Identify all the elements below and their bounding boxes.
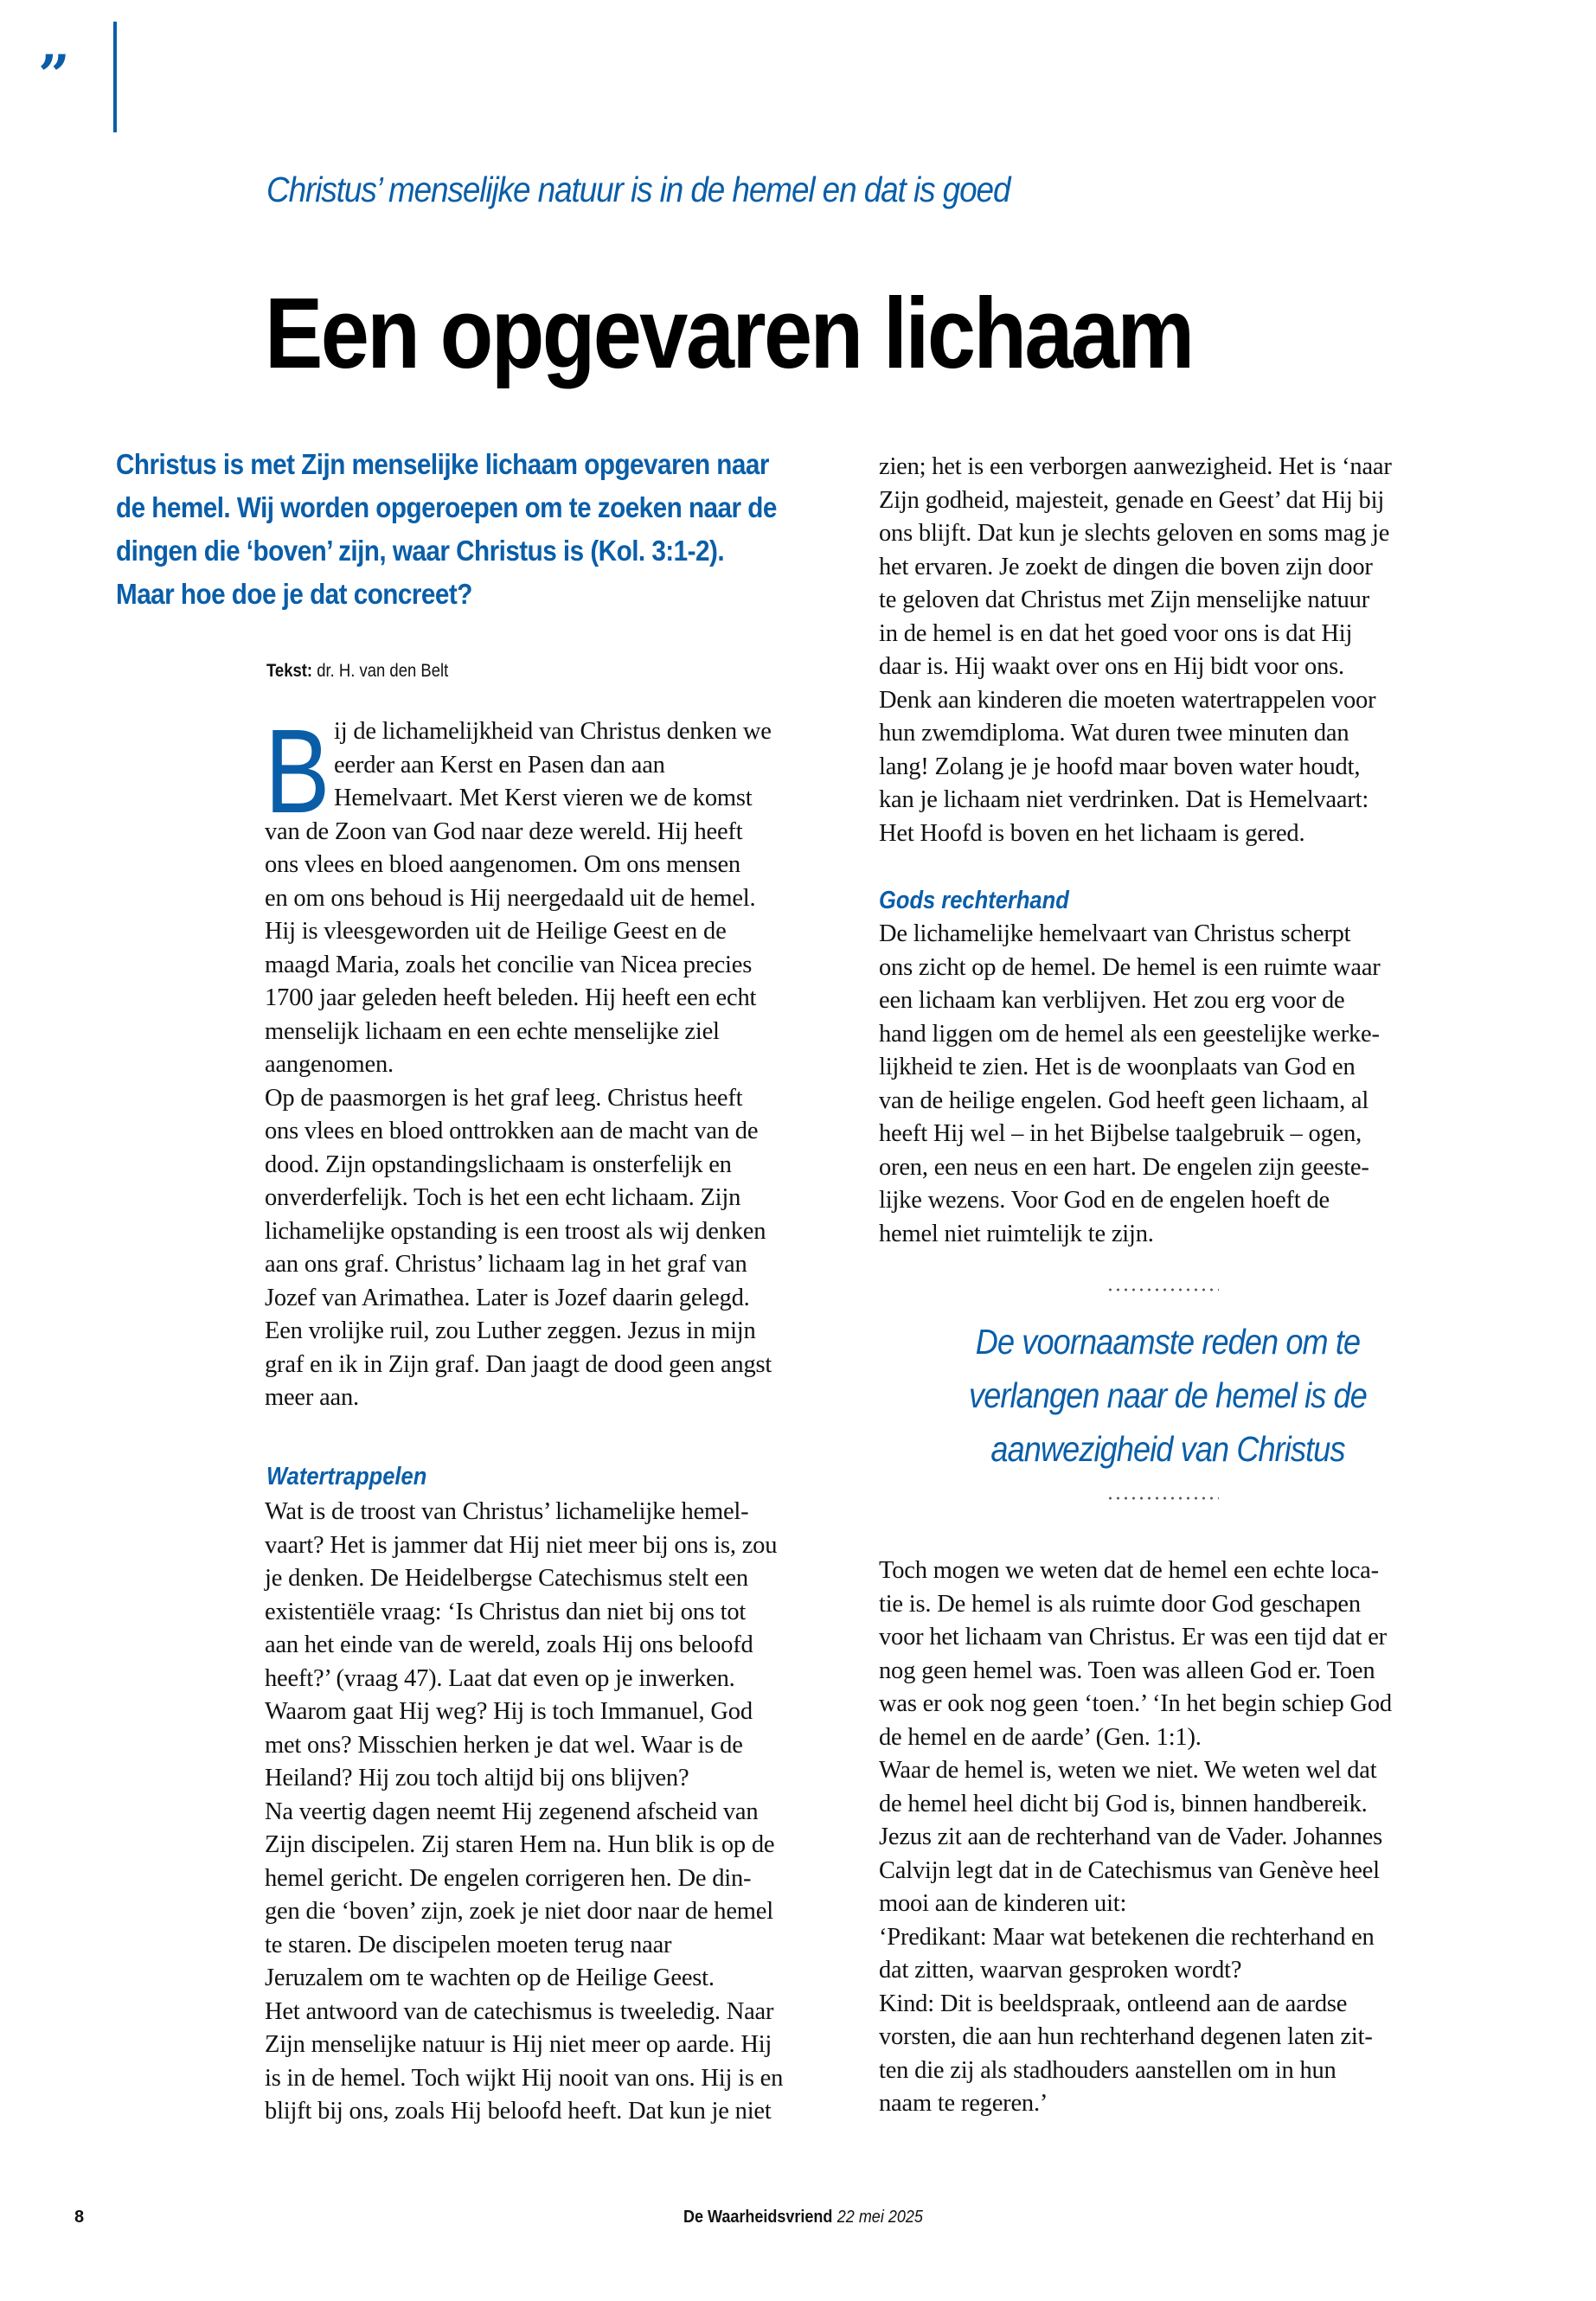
byline: [266, 659, 448, 683]
body-line: heeft?’ (vraag 47). Laat dat even op je inwerken.: [265, 1664, 735, 1692]
body-line: te geloven dat Christus met Zijn menselijke natuur: [879, 586, 1369, 613]
body-line: ons zicht op de hemel. De hemel is een ruimte waar: [879, 953, 1381, 981]
body-line: oren, een neus en een hart. De engelen zijn geeste-: [879, 1153, 1369, 1181]
intro-line: dingen die ‘boven’ zijn, waar Christus is (Kol. 3:1-2).: [116, 535, 725, 567]
body-line: 1700 jaar geleden heeft beleden. Hij heeft een echt: [265, 984, 757, 1011]
article-headline: Een opgevaren lichaam: [265, 277, 1193, 389]
body-line: mooi aan de kinderen uit:: [879, 1890, 1127, 1917]
body-line: existentiële vraag: ‘Is Christus dan niet bij ons tot: [265, 1598, 747, 1625]
byline-label: Tekst:: [266, 661, 313, 681]
body-line: Heiland? Hij zou toch altijd bij ons blijven?: [265, 1765, 689, 1791]
body-line: Zijn menselijke natuur is Hij niet meer op aarde. Hij: [265, 2031, 772, 2058]
body-line: lichamelijke opstanding is een troost als wij denken: [265, 1217, 766, 1245]
body-line: aangenomen.: [265, 1051, 394, 1078]
subhead-watertrappelen: Watertrappelen: [266, 1463, 427, 1490]
body-line: is in de hemel. Toch wijkt Hij nooit van ons. Hij is en: [265, 2064, 784, 2092]
body-line: hemel gericht. De engelen corrigeren hen. De din-: [265, 1864, 752, 1892]
pullquote-divider-bottom: [1106, 1497, 1219, 1500]
body-line: meer aan.: [265, 1384, 359, 1411]
body-line: van de heilige engelen. God heeft geen lichaam, al: [879, 1086, 1369, 1114]
pullquote: [900, 1315, 1436, 1476]
body-line: Hemelvaart. Met Kerst vieren we de komst: [334, 785, 753, 811]
body-line: dood. Zijn opstandingslichaam is onsterfelijk en: [265, 1150, 732, 1178]
body-line: Hij is vleesgeworden uit de Heilige Geest en de: [265, 918, 727, 945]
body-line: ons blijft. Dat kun je slechts geloven en soms mag je: [879, 520, 1390, 547]
drop-cap: B: [265, 705, 330, 838]
body-line: Waarom gaat Hij weg? Hij is toch Immanuel, God: [265, 1698, 753, 1725]
body-line: in de hemel is en dat het goed voor ons is dat Hij: [879, 619, 1353, 647]
article-intro: [116, 443, 843, 616]
body-line: hemel niet ruimtelijk te zijn.: [879, 1220, 1154, 1247]
body-line: voor het lichaam van Christus. Er was een tijd dat er: [879, 1624, 1387, 1650]
body-line: hand liggen om de hemel als een geestelijke werke-: [879, 1020, 1380, 1048]
body-line: graf en ik in Zijn graf. Dan jaagt de dood geen angst: [265, 1350, 772, 1378]
body-line: Toch mogen we weten dat de hemel een echte loca-: [879, 1557, 1379, 1584]
body-line: te staren. De discipelen moeten terug naar: [265, 1931, 672, 1958]
pullquote-divider-top: [1106, 1288, 1219, 1292]
pullquote-line: De voornaamste reden om te: [975, 1322, 1361, 1362]
body-line: vorsten, die aan hun rechterhand degenen laten zit-: [879, 2023, 1373, 2050]
body-line: een lichaam kan verblijven. Het zou erg voor de: [879, 987, 1345, 1014]
body-line: naam te regeren.’: [879, 2090, 1048, 2117]
body-line: lang! Zolang je je hoofd maar boven water houdt,: [879, 753, 1361, 780]
body-line: Zijn godheid, majesteit, genade en Geest’ dat Hij bij: [879, 486, 1385, 514]
page-number: 8: [74, 2208, 85, 2227]
body-line: menselijk lichaam en een echte menselijke ziel: [265, 1017, 720, 1045]
body-line: eerder aan Kerst en Pasen dan aan: [334, 751, 665, 779]
body-line: Zijn discipelen. Zij staren Hem na. Hun blik is op de: [265, 1831, 775, 1858]
body-line: je denken. De Heidelbergse Catechismus stelt een: [265, 1565, 748, 1592]
body-line: Kind: Dit is beeldspraak, ontleend aan de aardse: [879, 1990, 1348, 2017]
body-line: Een vrolijke ruil, zou Luther zeggen. Jezus in mijn: [265, 1317, 756, 1344]
body-line: kan je lichaam niet verdrinken. Dat is Hemelvaart:: [879, 786, 1369, 813]
body-line: Het Hoofd is boven en het lichaam is gered.: [879, 819, 1305, 847]
body-line: blijft bij ons, zoals Hij beloofd heeft. Dat kun je niet: [265, 2098, 772, 2125]
quote-mark-icon: ”: [38, 43, 65, 108]
body-line: lijke wezens. Voor God en de engelen hoeft de: [879, 1187, 1330, 1214]
body-line: dat zitten, waarvan gesproken wordt?: [879, 1957, 1242, 1984]
body-line: Wat is de troost van Christus’ lichamelijke hemel-: [265, 1498, 749, 1525]
body-line: aan ons graf. Christus’ lichaam lag in het graf van: [265, 1251, 747, 1278]
body-line: van de Zoon van God naar deze wereld. Hij heeft: [265, 817, 743, 845]
publication-date: 22 mei 2025: [836, 2208, 923, 2227]
body-line: was er ook nog geen ‘toen.’ ‘In het begin schiep God: [879, 1690, 1392, 1717]
body-line: Denk aan kinderen die moeten watertrappelen voor: [879, 686, 1376, 714]
body-line: ‘Predikant: Maar wat betekenen die rechterhand en: [879, 1923, 1375, 1951]
body-line: de hemel heel dicht bij God is, binnen handbereik.: [879, 1790, 1368, 1817]
intro-line: Christus is met Zijn menselijke lichaam opgevaren naar: [116, 448, 769, 480]
body-line: Het antwoord van de catechismus is tweeledig. Naar: [265, 1997, 774, 2025]
body-line: heeft Hij wel – in het Bijbelse taalgebruik – ogen,: [879, 1120, 1362, 1147]
body-line: Na veertig dagen neemt Hij zegenend afscheid van: [265, 1798, 759, 1825]
body-line: zien; het is een verborgen aanwezigheid. Het is ‘naar: [879, 453, 1392, 480]
body-line: onverderfelijk. Toch is het een echt lichaam. Zijn: [265, 1184, 741, 1211]
body-line: De lichamelijke hemelvaart van Christus scherpt: [879, 920, 1351, 947]
body-line: Waar de hemel is, weten we niet. We weten wel dat: [879, 1757, 1377, 1784]
publication-name: De Waarheidsvriend: [683, 2208, 833, 2227]
body-line: Jeruzalem om te wachten op de Heilige Geest.: [265, 1965, 715, 1991]
body-line: daar is. Hij waakt over ons en Hij bidt voor ons.: [879, 653, 1344, 680]
body-line: hun zwemdiploma. Wat duren twee minuten dan: [879, 720, 1349, 747]
body-line: de hemel en de aarde’ (Gen. 1:1).: [879, 1723, 1202, 1751]
body-line: ten die zij als stadhouders aanstellen om in hun: [879, 2056, 1336, 2084]
body-line: gen die ‘boven’ zijn, zoek je niet door naar de hemel: [265, 1898, 773, 1925]
body-line: aan het einde van de wereld, zoals Hij ons beloofd: [265, 1631, 753, 1658]
pullquote-line: verlangen naar de hemel is de: [969, 1375, 1367, 1415]
body-line: het ervaren. Je zoekt de dingen die boven zijn door: [879, 553, 1373, 580]
subhead-gods-rechterhand: Gods rechterhand: [879, 887, 1069, 914]
vertical-accent-rule: [113, 22, 117, 132]
body-line: ij de lichamelijkheid van Christus denken we: [334, 718, 772, 745]
body-line: vaart? Het is jammer dat Hij niet meer bij ons is, zou: [265, 1531, 778, 1559]
intro-line: Maar hoe doe je dat concreet?: [116, 578, 472, 610]
body-line: Op de paasmorgen is het graf leeg. Christus heeft: [265, 1084, 743, 1112]
body-line: lijkheid te zien. Het is de woonplaats van God en: [879, 1054, 1356, 1080]
body-line: maagd Maria, zoals het concilie van Nicea precies: [265, 951, 753, 978]
body-line: Jozef van Arimathea. Later is Jozef daarin gelegd.: [265, 1284, 750, 1311]
publication-footer: [683, 2208, 923, 2227]
byline-author: dr. H. van den Belt: [317, 661, 449, 681]
body-line: ons vlees en bloed onttrokken aan de macht van de: [265, 1118, 759, 1144]
article-kicker: Christus’ menselijke natuur is in de hemel en dat is goed: [266, 170, 1010, 209]
body-line: met ons? Misschien herken je dat wel. Waar is de: [265, 1731, 743, 1759]
intro-line: de hemel. Wij worden opgeroepen om te zoeken naar de: [116, 491, 777, 523]
body-line: Calvijn legt dat in de Catechismus van Genève heel: [879, 1856, 1380, 1884]
body-line: Jezus zit aan de rechterhand van de Vader. Johannes: [879, 1823, 1382, 1850]
body-line: en om ons behoud is Hij neergedaald uit de hemel.: [265, 884, 756, 912]
body-line: ons vlees en bloed aangenomen. Om ons mensen: [265, 851, 740, 878]
body-line: nog geen hemel was. Toen was alleen God er. Toen: [879, 1657, 1375, 1684]
body-line: tie is. De hemel is als ruimte door God geschapen: [879, 1590, 1361, 1618]
pullquote-line: aanwezigheid van Christus: [990, 1429, 1345, 1469]
